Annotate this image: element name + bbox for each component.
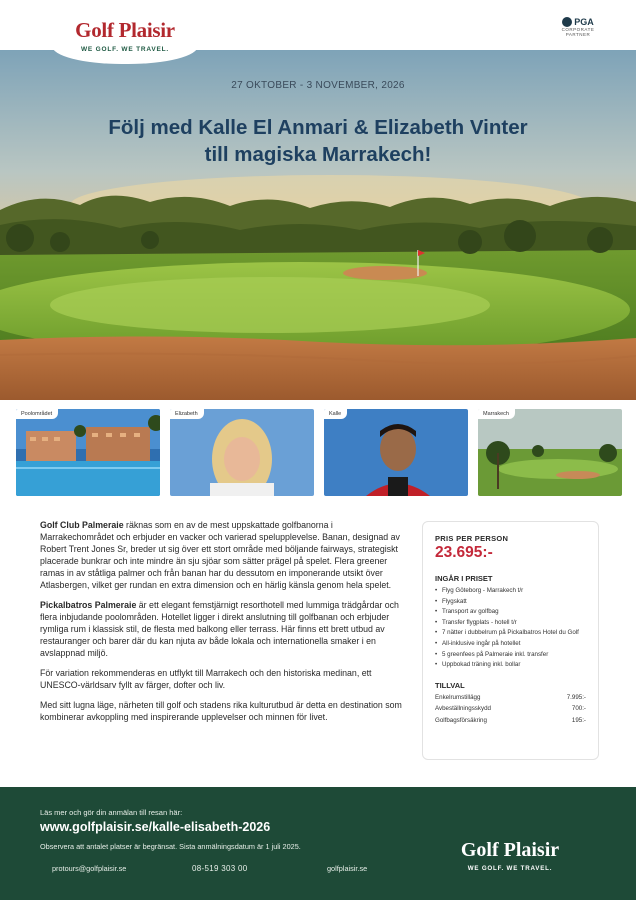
addon-name: Avbeställningsskydd: [435, 705, 491, 713]
pga-sub-1: CORPORATE: [561, 27, 595, 32]
list-item: • Transport av golfbag: [435, 608, 586, 616]
addon-price: 195:-: [571, 716, 586, 724]
included-list: [435, 587, 586, 669]
paragraph-excursion: För variation rekommenderas en utflykt till Marrakech och den historiska medinan, ett UNESCO-världsarv fyllt av färger, dofter och liv.: [40, 668, 372, 690]
photo-strip: [16, 409, 621, 496]
footer: [0, 787, 636, 900]
list-item: • Uppbokad träning inkl. bollar: [435, 661, 586, 669]
brand-tagline: WE GOLF. WE TRAVEL.: [80, 46, 170, 53]
list-item: • Flygskatt: [435, 598, 586, 606]
paragraph-golf-club: [40, 519, 402, 591]
hero-banner: [0, 50, 636, 400]
list-item: • All-inklusive ingår på hotellet: [435, 640, 586, 648]
addon-row: [435, 694, 586, 702]
price-box: [422, 521, 599, 760]
thumb-label: Poolområdet: [16, 409, 58, 419]
footer-logo-text: Golf Plaisir: [460, 839, 560, 861]
thumb-kalle[interactable]: [324, 409, 468, 496]
included-title: INGÅR I PRISET: [435, 574, 493, 583]
thumb-elizabeth[interactable]: [170, 409, 314, 496]
hero-title: [0, 114, 636, 168]
list-item: • 5 greenfees på Palmeraie inkl. transfer: [435, 651, 586, 659]
list-item: • Transfer flygplats - hotell t/r: [435, 619, 586, 627]
footer-note: Observera att antalet platser är begränsat. Sista anmälningsdatum är 1 juli 2025.: [40, 842, 301, 851]
thumb-label: Kalle: [324, 409, 347, 419]
pga-sub-2: PARTNER: [565, 32, 591, 37]
brand-logo[interactable]: [52, 0, 198, 64]
price-label: PRIS PER PERSON: [435, 534, 509, 543]
signup-link[interactable]: www.golfplaisir.se/kalle-elisabeth-2026: [40, 820, 271, 834]
trip-date: 27 OKTOBER - 3 NOVEMBER, 2026: [231, 80, 405, 91]
list-item: • 7 nätter i dubbelrum på Pickalbatros Hotel du Golf: [435, 629, 586, 637]
thumb-marrakech[interactable]: [478, 409, 622, 496]
website-link[interactable]: golfplaisir.se: [327, 864, 368, 873]
addon-row: [435, 705, 586, 713]
pga-name: PGA: [574, 17, 594, 27]
addon-name: Enkelrumstillägg: [435, 693, 481, 701]
addon-row: [435, 717, 586, 725]
paragraph-summary: Med sitt lugna läge, närheten till golf och stadens rika kulturutbud är detta en destination som kombinerar avkoppling med inspirerande upplevelser och minnen för livet.: [40, 700, 402, 722]
footer-logo[interactable]: [440, 839, 580, 872]
footer-tagline: WE GOLF. WE TRAVEL.: [467, 865, 553, 872]
addon-name: Golfbagsförsäkring: [435, 716, 487, 724]
pga-partner-logo: [556, 17, 600, 37]
pool-photo: [16, 409, 160, 496]
thumb-pool-area[interactable]: [16, 409, 160, 496]
email-link[interactable]: protours@golfplaisir.se: [52, 864, 127, 873]
thumb-label: Marrakech: [478, 409, 515, 419]
phone-number[interactable]: 08-519 303 00: [192, 864, 248, 873]
golf-club-name: Golf Club Palmeraie: [40, 520, 124, 530]
addons-title: TILLVAL: [435, 680, 465, 690]
hotel-name: Pickalbatros Palmeraie: [40, 600, 137, 610]
list-item: • Flyg Göteborg - Marrakech t/r: [435, 587, 586, 595]
elizabeth-photo: [170, 409, 314, 496]
hotel-text: är ett elegant femstjärnigt resorthotell med lummiga trädgårdar och flera inbjudande poolområden. Hotellet ligger i direkt anslutning till golfbanan och erbjuder rymliga rum i klassisk stil, de flesta med balkong eller terrass. Här finns ett brett utbud av restauranger och barer där du kan njuta av både lokala och internationella smaker i en avslappnad miljö.: [40, 600, 399, 658]
footer-lead: Läs mer och gör din anmälan till resan här:: [40, 808, 183, 817]
trip-description: [40, 519, 402, 731]
paragraph-hotel: [40, 599, 402, 659]
addon-price: 700:-: [571, 705, 586, 713]
thumb-label: Elizabeth: [170, 409, 204, 419]
pga-globe-icon: [562, 17, 572, 27]
golf-club-text: räknas som en av de mest uppskattade golfbanorna i Marrakechområdet och erbjuder en vacker och varierad spelupplevelse. Banan, designad av Robert Trent Jones Sr, breder ut sig över ett stort område med böljande fairways, strategiskt placerade bunkrar och inte mindre än sju sjöar som sätter prägel på spelet. Flera greener ramas in av ståtliga palmer och från banan har du dessutom en imponerande utsikt över Atlasbergen, vilket ger rundan en extra dimension och en härlig känsla genom hela spelet.: [40, 520, 400, 590]
addon-price: 7.995:-: [566, 693, 586, 701]
kalle-photo: [324, 409, 468, 496]
golf-course-hero-image: [0, 50, 636, 400]
brand-logo-text: Golf Plaisir: [75, 18, 175, 42]
hero-title-line-1: Följ med Kalle El Anmari & Elizabeth Vinter: [108, 116, 528, 139]
price-value: 23.695:-: [435, 544, 493, 561]
hero-title-line-2: till magiska Marrakech!: [204, 143, 432, 166]
marrakech-photo: [478, 409, 622, 496]
